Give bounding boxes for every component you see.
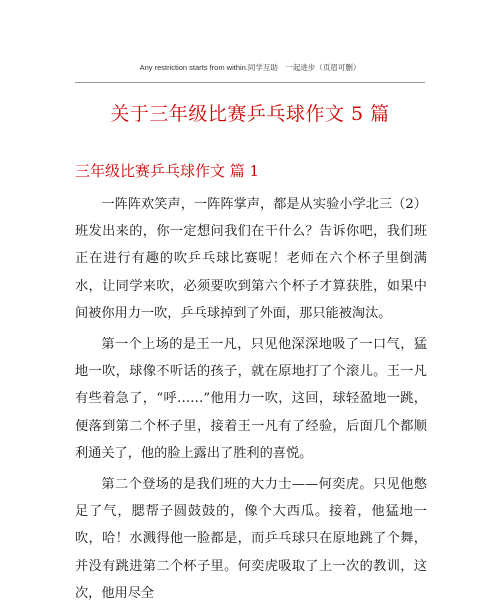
body-paragraph: 第二个登场的是我们班的大力士——何奕虎。只见他憋足了气，腮帮子圆鼓鼓的，像个大西瓜。接着，他猛地一吹，哈！水溅得他一脸都是，而乒乓球只在原地跳了个舞，并没有跳进第二个杯子里。何奕虎吸取了上一次的教训，这次，他用尽全 xyxy=(75,477,427,601)
section-title: 三年级比赛乒乓球作文 篇 1 xyxy=(75,162,260,180)
page-header-note: Any restriction starts from within.同学互助 一起进步（页眉可删） xyxy=(139,63,361,72)
document-title: 关于三年级比赛乒乓球作文 5 篇 xyxy=(110,103,390,125)
body-paragraph: 一阵阵欢笑声，一阵阵掌声，都是从实验小学北三（2）班发出来的，你一定想问我们在干什么？告诉你吧，我们班正在进行有趣的吹乒乓球比赛呢！老师在六个杯子里倒满水，让同学来吹，必须要吹到第六个杯子才算获胜，如果中间被你用力一吹，乒乓球掉到了外面，那只能被淘汰。 xyxy=(75,197,427,321)
body-paragraph: 第一个上场的是王一凡，只见他深深地吸了一口气，猛地一吹，球像不听话的孩子，就在原地打了个滚儿。王一凡有些着急了，“呼……”他用力一吹，这回，球轻盈地一跳，便落到第二个杯子里，接着王一凡有了经验，后面几个都顺利通关了，他的脸上露出了胜利的喜悦。 xyxy=(75,337,427,461)
header-divider xyxy=(75,82,425,83)
